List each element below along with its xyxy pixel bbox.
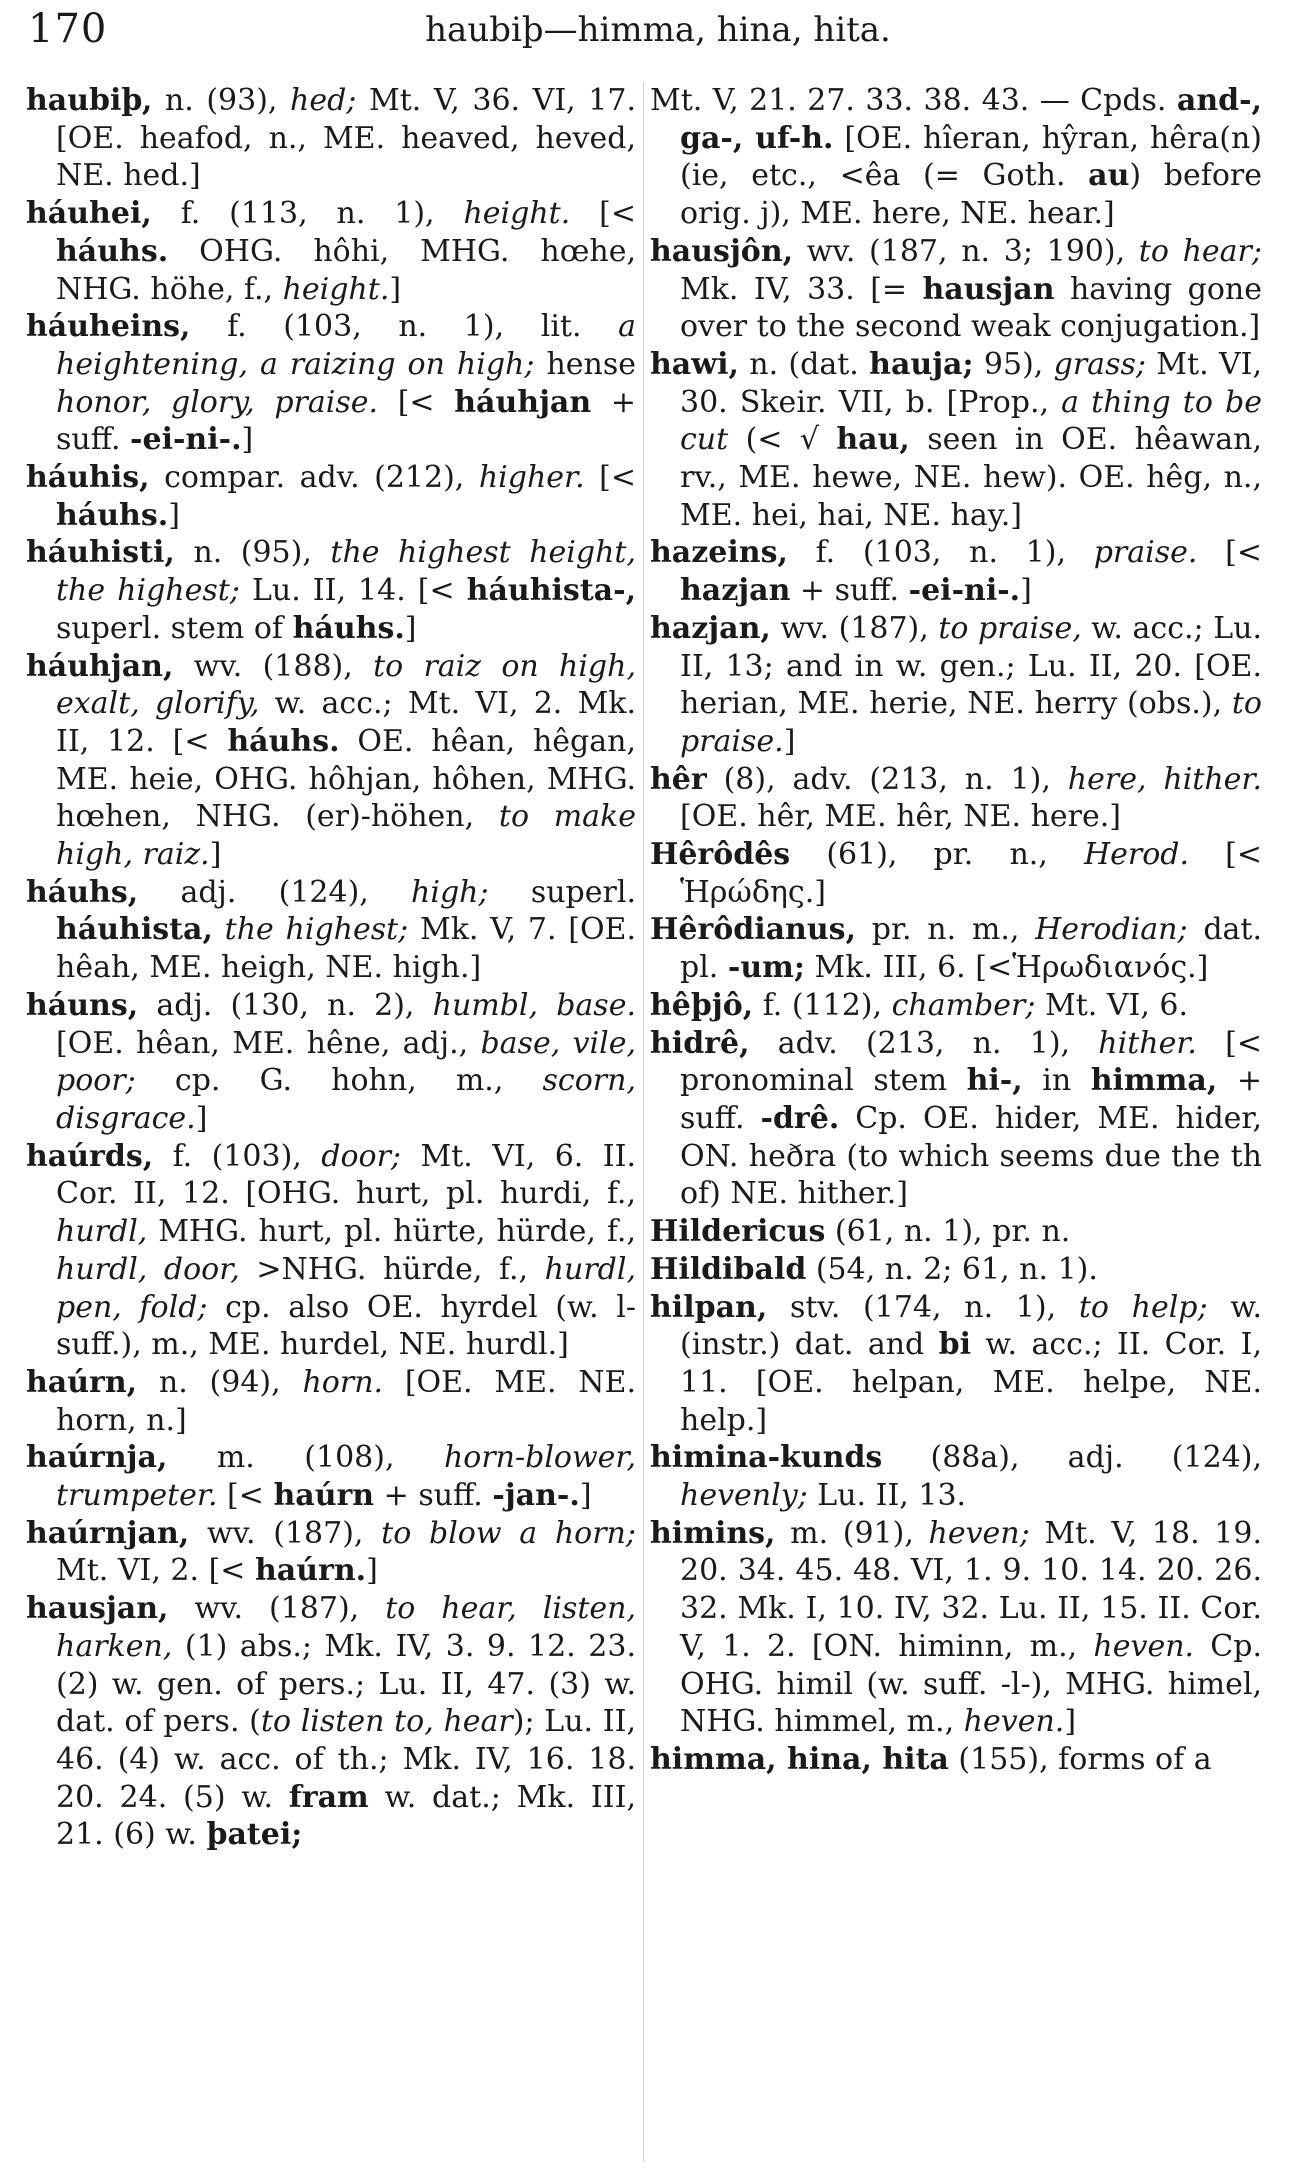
dictionary-entry: háuhisti, n. (95), the highest height, the highest; Lu. II, 14. [< háuhista-, superl. stem of háuhs.] — [26, 535, 637, 646]
dictionary-entry: Mt. V, 21. 27. 33. 38. 43. — Cpds. and-, ga-, uf-h. [OE. hîeran, hŷran, hêra(n) (ie, etc., <êa (= Goth. au) before orig. j), ME. here, NE. hear.] — [650, 83, 1262, 232]
dictionary-entry: háuheins, f. (103, n. 1), lit. a heightening, a raizing on high; hense honor, glory, praise. [< háuhjan + suff. -ei-ni-.] — [26, 309, 636, 458]
dictionary-entry: hazjan, wv. (187), to praise, w. acc.; Lu. II, 13; and in w. gen.; Lu. II, 20. [OE. herian, ME. herie, NE. herry (obs.), to praise.] — [650, 610, 1262, 759]
dictionary-entry: Hildibald (54, n. 2; 61, n. 1). — [650, 1251, 1098, 1287]
dictionary-entry: haubiþ, n. (93), hed; Mt. V, 36. VI, 17. [OE. heafod, n., ME. heaved, heved, NE. hed.] — [26, 83, 636, 194]
dictionary-entry: hawi, n. (dat. hauja; 95), grass; Mt. VI, 30. Skeir. VII, b. [Prop., a thing to be cut (< √ hau, seen in OE. hêawan, rv., ME. hewe, NE. hew). OE. hêg, n., ME. hei, hai, NE. hay.] — [650, 346, 1262, 533]
dictionary-entry: haúrnja, m. (108), horn-blower, trumpeter. [< haúrn + suff. -jan-.] — [26, 1440, 636, 1514]
running-head: haubiþ—himma, hina, hita. — [425, 10, 891, 50]
dictionary-entry: haúrds, f. (103), door; Mt. VI, 6. II. Cor. II, 12. [OHG. hurt, pl. hurdi, f., hurdl, MHG. hurt, pl. hürte, hürde, f., hurdl, door, >NHG. hürde, f., hurdl, pen, fold; cp. also OE. hyrdel (w. l-suff.), m., ME. hurdel, NE. hurdl.] — [26, 1138, 636, 1363]
dictionary-entry: hidrê, adv. (213, n. 1), hither. [< pronominal stem hi-, in himma, + suff. -drê. Cp. OE. hider, ME. hider, ON. heðra (to which seems due the th of) NE. hither.] — [650, 1025, 1262, 1212]
dictionary-entry: hêþjô, f. (112), chamber; Mt. VI, 6. — [650, 987, 1189, 1023]
left-column — [26, 82, 636, 1854]
dictionary-entry: háuhs, adj. (124), high; superl. háuhista, the highest; Mk. V, 7. [OE. hêah, ME. heigh, NE. high.] — [26, 874, 636, 986]
dictionary-entry: haúrn, n. (94), horn. [OE. ME. NE. horn, n.] — [26, 1364, 636, 1438]
dictionary-entry: háuns, adj. (130, n. 2), humbl, base. [OE. hêan, ME. hêne, adj., base, vile, poor; cp. G. hohn, m., scorn, disgrace.] — [26, 987, 636, 1136]
dictionary-entry: hilpan, stv. (174, n. 1), to help; w. (instr.) dat. and bi w. acc.; II. Cor. I, 11. [OE. helpan, ME. helpe, NE. help.] — [650, 1289, 1262, 1438]
dictionary-entry: haúrnjan, wv. (187), to blow a horn; Mt. VI, 2. [< haúrn.] — [26, 1515, 636, 1589]
column-divider — [643, 82, 644, 2162]
dictionary-entry: himma, hina, hita (155), forms of a — [650, 1741, 1212, 1777]
dictionary-entry: himins, m. (91), heven; Mt. V, 18. 19. 20. 34. 45. 48. VI, 1. 9. 10. 14. 20. 26. 32. Mk. I, 10. IV, 32. Lu. II, 15. II. Cor. V, 1. 2. [ON. himinn, m., heven. Cp. OHG. himil (w. suff. -l-), MHG. himel, NHG. himmel, m., heven.] — [650, 1515, 1262, 1740]
page-number: 170 — [28, 6, 108, 52]
dictionary-entry: himina-kunds (88a), adj. (124), hevenly; Lu. II, 13. — [650, 1440, 1262, 1514]
dictionary-entry: Hêrôdianus, pr. n. m., Herodian; dat. pl. -um; Mk. III, 6. [<Ἡρωδιανός.] — [650, 912, 1262, 986]
dictionary-entry: Hildericus (61, n. 1), pr. n. — [650, 1214, 1071, 1250]
dictionary-entry: háuhis, compar. adv. (212), higher. [< háuhs.] — [26, 460, 636, 533]
dictionary-entry: hêr (8), adv. (213, n. 1), here, hither. [OE. hêr, ME. hêr, NE. here.] — [650, 761, 1263, 835]
dictionary-entry: háuhei, f. (113, n. 1), height. [< háuhs. OHG. hôhi, MHG. hœhe, NHG. höhe, f., height.] — [26, 196, 636, 307]
page-header — [28, 6, 1288, 62]
right-column — [650, 82, 1262, 1779]
dictionary-entry: hazeins, f. (103, n. 1), praise. [< hazjan + suff. -ei-ni-.] — [650, 535, 1262, 609]
dictionary-entry: Hêrôdês (61), pr. n., Herod. [< Ἡρώδης.] — [650, 837, 1262, 910]
dictionary-entry: hausjôn, wv. (187, n. 3; 190), to hear; Mk. IV, 33. [= hausjan having gone over to the second weak conjugation.] — [650, 233, 1262, 345]
dictionary-entry: hausjan, wv. (187), to hear, listen, harken, (1) abs.; Mk. IV, 3. 9. 12. 23. (2) w. gen. of pers.; Lu. II, 47. (3) w. dat. of pers. (to listen to, hear); Lu. II, 46. (4) w. acc. of th.; Mk. IV, 16. 18. 20. 24. (5) w. fram w. dat.; Mk. III, 21. (6) w. þatei; — [26, 1591, 637, 1853]
dictionary-entry: háuhjan, wv. (188), to raiz on high, exalt, glorify, w. acc.; Mt. VI, 2. Mk. II, 12. [< háuhs. OE. hêan, hêgan, ME. heie, OHG. hôhjan, hôhen, MHG. hœhen, NHG. (er)-höhen, to make high, raiz.] — [26, 648, 637, 873]
